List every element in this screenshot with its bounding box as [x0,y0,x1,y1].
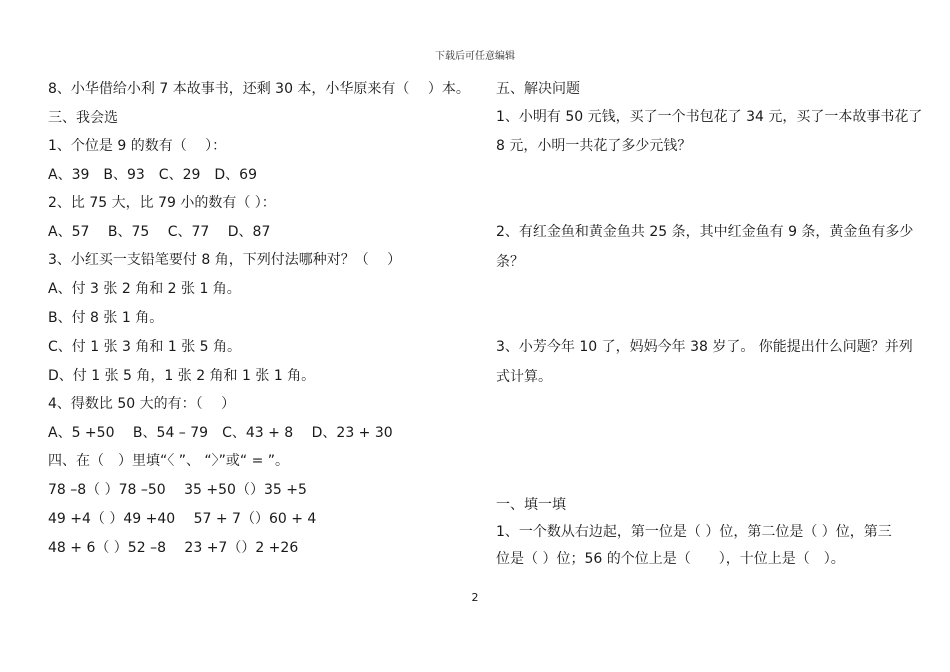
problem-2-line-1: 2、有红金鱼和黄金鱼共 25 条，其中红金鱼有 9 条，黄金鱼有多少 [496,224,914,240]
page-header: 下载后可任意编辑 [435,51,515,62]
choice-question-3-option-a: A、付 3 张 2 角和 2 张 1 角。 [48,281,241,297]
problem-3-line-1: 3、小芳今年 10 了，妈妈今年 38 岁了。 你能提出什么问题？并列 [496,339,913,355]
choice-question-4: 4、得数比 50 大的有：（ ） [48,396,236,412]
choice-question-2-options: A、57 B、75 C、77 D、87 [48,224,271,240]
choice-question-1: 1、个位是 9 的数有（ ）： [48,138,227,154]
page-number: 2 [471,591,479,604]
choice-question-4-options: A、5 +50 B、54 – 79 C、43 + 8 D、23 + 30 [48,425,393,441]
choice-question-1-options: A、39 B、93 C、29 D、69 [48,167,257,183]
section-4-heading: 四、在（ ）里填“〈 ”、 “〉”或“ = ”。 [48,453,290,469]
choice-question-3-option-b: B、付 8 张 1 角。 [48,310,164,326]
compare-row-1: 78 –8（ ）78 –50 35 +50（）35 +5 [48,482,307,498]
choice-question-3-option-c: C、付 1 张 3 角和 1 张 5 角。 [48,339,242,355]
question-8: 8、小华借给小利 7 本故事书，还剩 30 本，小华原来有（ ）本。 [48,81,470,97]
choice-question-3: 3、小红买一支铅笔要付 8 角，下列付法哪种对？（ ） [48,252,402,268]
fill-in-question-1-line-1: 1、一个数从右边起，第一位是（ ）位，第二位是（ ）位，第三 [496,524,892,540]
section-5-heading: 五、解决问题 [496,81,580,97]
fill-in-heading: 一、填一填 [496,497,566,513]
choice-question-2: 2、比 75 大，比 79 小的数有（ ）： [48,195,276,211]
section-3-heading: 三、我会选 [48,110,118,126]
choice-question-3-option-d: D、付 1 张 5 角，1 张 2 角和 1 张 1 角。 [48,368,316,384]
problem-1-line-2: 8 元，小明一共花了多少元钱？ [496,138,692,154]
problem-1-line-1: 1、小明有 50 元钱，买了一个书包花了 34 元，买了一本故事书花了 [496,109,923,125]
fill-in-question-1-line-2: 位是（ ）位；56 的个位上是（ ），十位上是（ ）。 [496,551,845,567]
problem-2-line-2: 条？ [496,254,524,270]
compare-row-3: 48 + 6（ ）52 –8 23 +7（）2 +26 [48,540,299,556]
compare-row-2: 49 +4（ ）49 +40 57 + 7（）60 + 4 [48,511,317,527]
problem-3-line-2: 式计算。 [496,369,552,385]
